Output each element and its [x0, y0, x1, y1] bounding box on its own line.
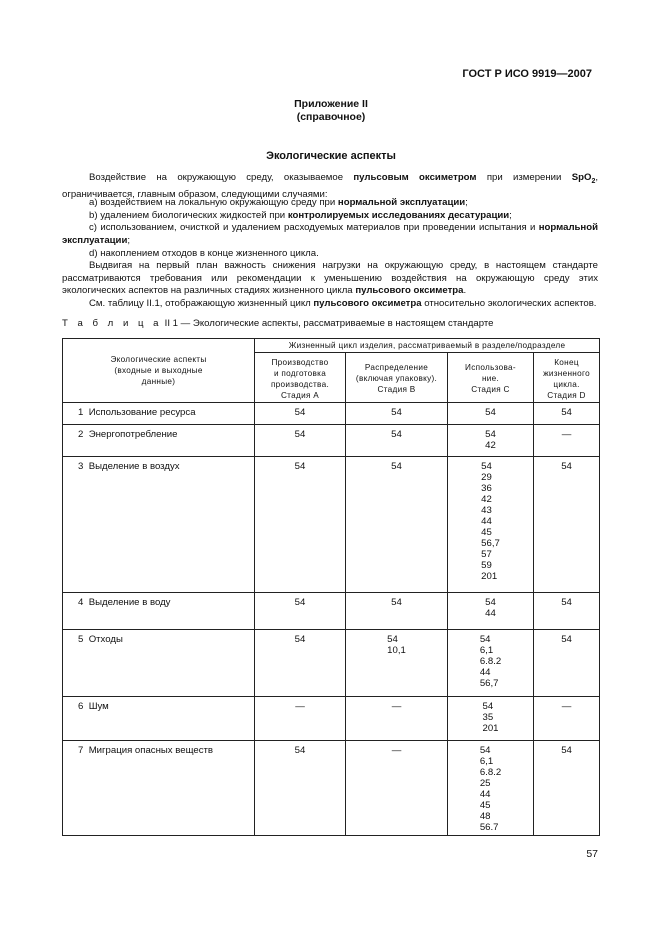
stage-a-value: 54 — [255, 741, 346, 836]
cell-value: 54 — [481, 460, 492, 472]
stage-a-header: Производство и подготовка производства. Стадия А — [255, 353, 346, 403]
row-aspect — [63, 593, 255, 630]
stage-c-value — [448, 456, 534, 592]
standard-number: ГОСТ Р ИСО 9919—2007 — [462, 68, 592, 80]
table-row — [63, 593, 600, 630]
stage-a-value: 54 — [255, 593, 346, 630]
cell-value: 44 — [479, 666, 491, 678]
page-number: 57 — [586, 848, 598, 860]
cell-value: 201 — [482, 722, 499, 734]
cell-value: 54 — [479, 745, 491, 757]
stage-b-value — [346, 456, 448, 592]
stage-a-value: 54 — [255, 456, 346, 592]
stage-d-value: 54 — [534, 403, 600, 425]
stage-c-header: Использова- ние. Стадия С — [448, 353, 534, 403]
stage-d-value: 54 — [534, 456, 600, 592]
stage-b-value — [346, 425, 448, 457]
stage-b-value — [346, 696, 448, 741]
cell-value: 42 — [485, 440, 496, 452]
cell-value: 25 — [479, 778, 491, 790]
row-number: 6 — [78, 700, 84, 712]
cell-value: 54 — [482, 700, 494, 712]
stage-c-value — [448, 696, 534, 741]
stage-c-value — [448, 741, 534, 836]
row-number: 7 — [78, 745, 84, 757]
cell-value: 56,7 — [481, 537, 500, 549]
stage-d-value: 54 — [534, 593, 600, 630]
appendix-subtitle: (справочное) — [296, 111, 366, 123]
cell-value: 59 — [481, 559, 492, 571]
cell-value: 54 — [485, 429, 496, 441]
cell-value: 6.8.2 — [479, 655, 502, 667]
aspects-table — [62, 338, 600, 836]
row-number: 3 — [78, 460, 84, 472]
stage-d-value: 54 — [534, 741, 600, 836]
intro-paragraph: Воздействие на окружающую среду, оказываемое пульсовым оксиметром при измерении SpO$_2$, ограничивается, главным образом, следующими случаями: — [62, 172, 599, 200]
cell-value: 6,1 — [479, 644, 494, 656]
row-aspect — [63, 425, 255, 457]
row-label: Энергопотребление — [88, 429, 178, 441]
stage-c-value — [448, 403, 534, 425]
row-label: Использование ресурса — [88, 407, 196, 419]
row-label: Миграция опасных веществ — [88, 745, 213, 757]
cell-value: 54 — [391, 460, 402, 472]
cell-value: 57 — [481, 548, 492, 560]
row-number: 5 — [78, 633, 84, 645]
cell-value: 35 — [482, 711, 494, 723]
stage-b-value — [346, 629, 448, 696]
table-row — [63, 741, 600, 836]
stage-c-value — [448, 629, 534, 696]
cell-value: 44 — [479, 789, 491, 801]
stage-a-value: — — [255, 696, 346, 741]
cell-value: 45 — [479, 800, 491, 812]
row-aspect — [63, 403, 255, 425]
cell-value: 29 — [481, 471, 492, 483]
list-item-c: с) использованием, очисткой и удалением расходуемых материалов при проведении испытания и нормальной эксплуатации; — [62, 222, 598, 246]
cell-value: 45 — [481, 526, 492, 538]
list-item-d: d) накоплением отходов в конце жизненного цикла. — [89, 248, 319, 259]
row-label: Выделение в воздух — [88, 460, 180, 472]
stage-b-value — [346, 593, 448, 630]
row-aspect — [63, 456, 255, 592]
stage-a-value: 54 — [255, 425, 346, 457]
stage-d-value: — — [534, 425, 600, 457]
stage-d-header: Конец жизненного цикла. Стадия D — [534, 353, 600, 403]
cell-value: 48 — [479, 811, 491, 823]
cell-value: 43 — [481, 504, 492, 516]
row-aspect — [63, 741, 255, 836]
cell-value: 54 — [391, 597, 402, 609]
list-item-a: а) воздействием на локальную окружающую среду при нормальной эксплуатации; — [89, 197, 468, 208]
table-row — [63, 403, 600, 425]
appendix-title: Приложение II — [294, 98, 368, 110]
cell-value: 6.8.2 — [479, 767, 502, 779]
stage-b-header: Распределение (включая упаковку). Стадия В — [346, 353, 448, 403]
cell-value: 54 — [391, 407, 402, 419]
cell-value: 10,1 — [387, 644, 406, 656]
table-row — [63, 456, 600, 592]
row-aspect — [63, 629, 255, 696]
stage-d-value: 54 — [534, 629, 600, 696]
cell-value: 6,1 — [479, 756, 494, 768]
cell-value: 56.7 — [479, 822, 499, 834]
cell-value: — — [391, 745, 402, 757]
row-label: Отходы — [88, 633, 123, 645]
stage-c-value — [448, 593, 534, 630]
row-number: 4 — [78, 597, 84, 609]
cell-value: 54 — [485, 407, 496, 419]
cell-value: 36 — [481, 482, 492, 494]
cell-value: 42 — [481, 493, 492, 505]
row-number: 2 — [78, 429, 84, 441]
cell-value: 54 — [479, 633, 491, 645]
stage-a-value: 54 — [255, 629, 346, 696]
cell-value: 56,7 — [479, 677, 499, 689]
cell-value: — — [391, 700, 402, 712]
cell-value: 44 — [485, 608, 496, 620]
row-number: 1 — [78, 407, 84, 419]
paragraph-2: Выдвигая на первый план важность снижения нагрузки на окружающую среду, в настоящем стандарте рассматриваются требования или рекомендации к уменьшению воздействия на окружающую среду этих экологических аспектов на различных стадиях жизненного цикла пульсового оксиметра. — [62, 260, 598, 297]
table-row — [63, 629, 600, 696]
cell-value: 54 — [485, 597, 496, 609]
section-title: Экологические аспекты — [266, 150, 396, 162]
row-label: Шум — [88, 700, 109, 712]
cell-value: 54 — [387, 633, 398, 645]
row-aspect — [63, 696, 255, 741]
stage-d-value: — — [534, 696, 600, 741]
table-caption: Т а б л и ц а II 1 — Экологические аспекты, рассматриваемые в настоящем стандарте — [62, 318, 494, 329]
list-item-b: b) удалением биологических жидкостей при контролируемых исследованиях десатурации; — [89, 210, 512, 221]
table-row — [63, 425, 600, 457]
cell-value: 44 — [481, 515, 492, 527]
stage-a-value: 54 — [255, 403, 346, 425]
stage-b-value — [346, 403, 448, 425]
aspects-header: Экологические аспекты (входные и выходные данные) — [63, 339, 255, 403]
stage-c-value — [448, 425, 534, 457]
stage-b-value — [346, 741, 448, 836]
table-row — [63, 696, 600, 741]
paragraph-3: См. таблицу II.1, отображающую жизненный цикл пульсового оксиметра относительно экологических аспектов. — [89, 298, 597, 309]
lifecycle-header: Жизненный цикл изделия, рассматриваемый в разделе/подразделе — [255, 339, 600, 353]
cell-value: 54 — [391, 429, 402, 441]
cell-value: 201 — [481, 570, 498, 582]
row-label: Выделение в воду — [88, 597, 171, 609]
